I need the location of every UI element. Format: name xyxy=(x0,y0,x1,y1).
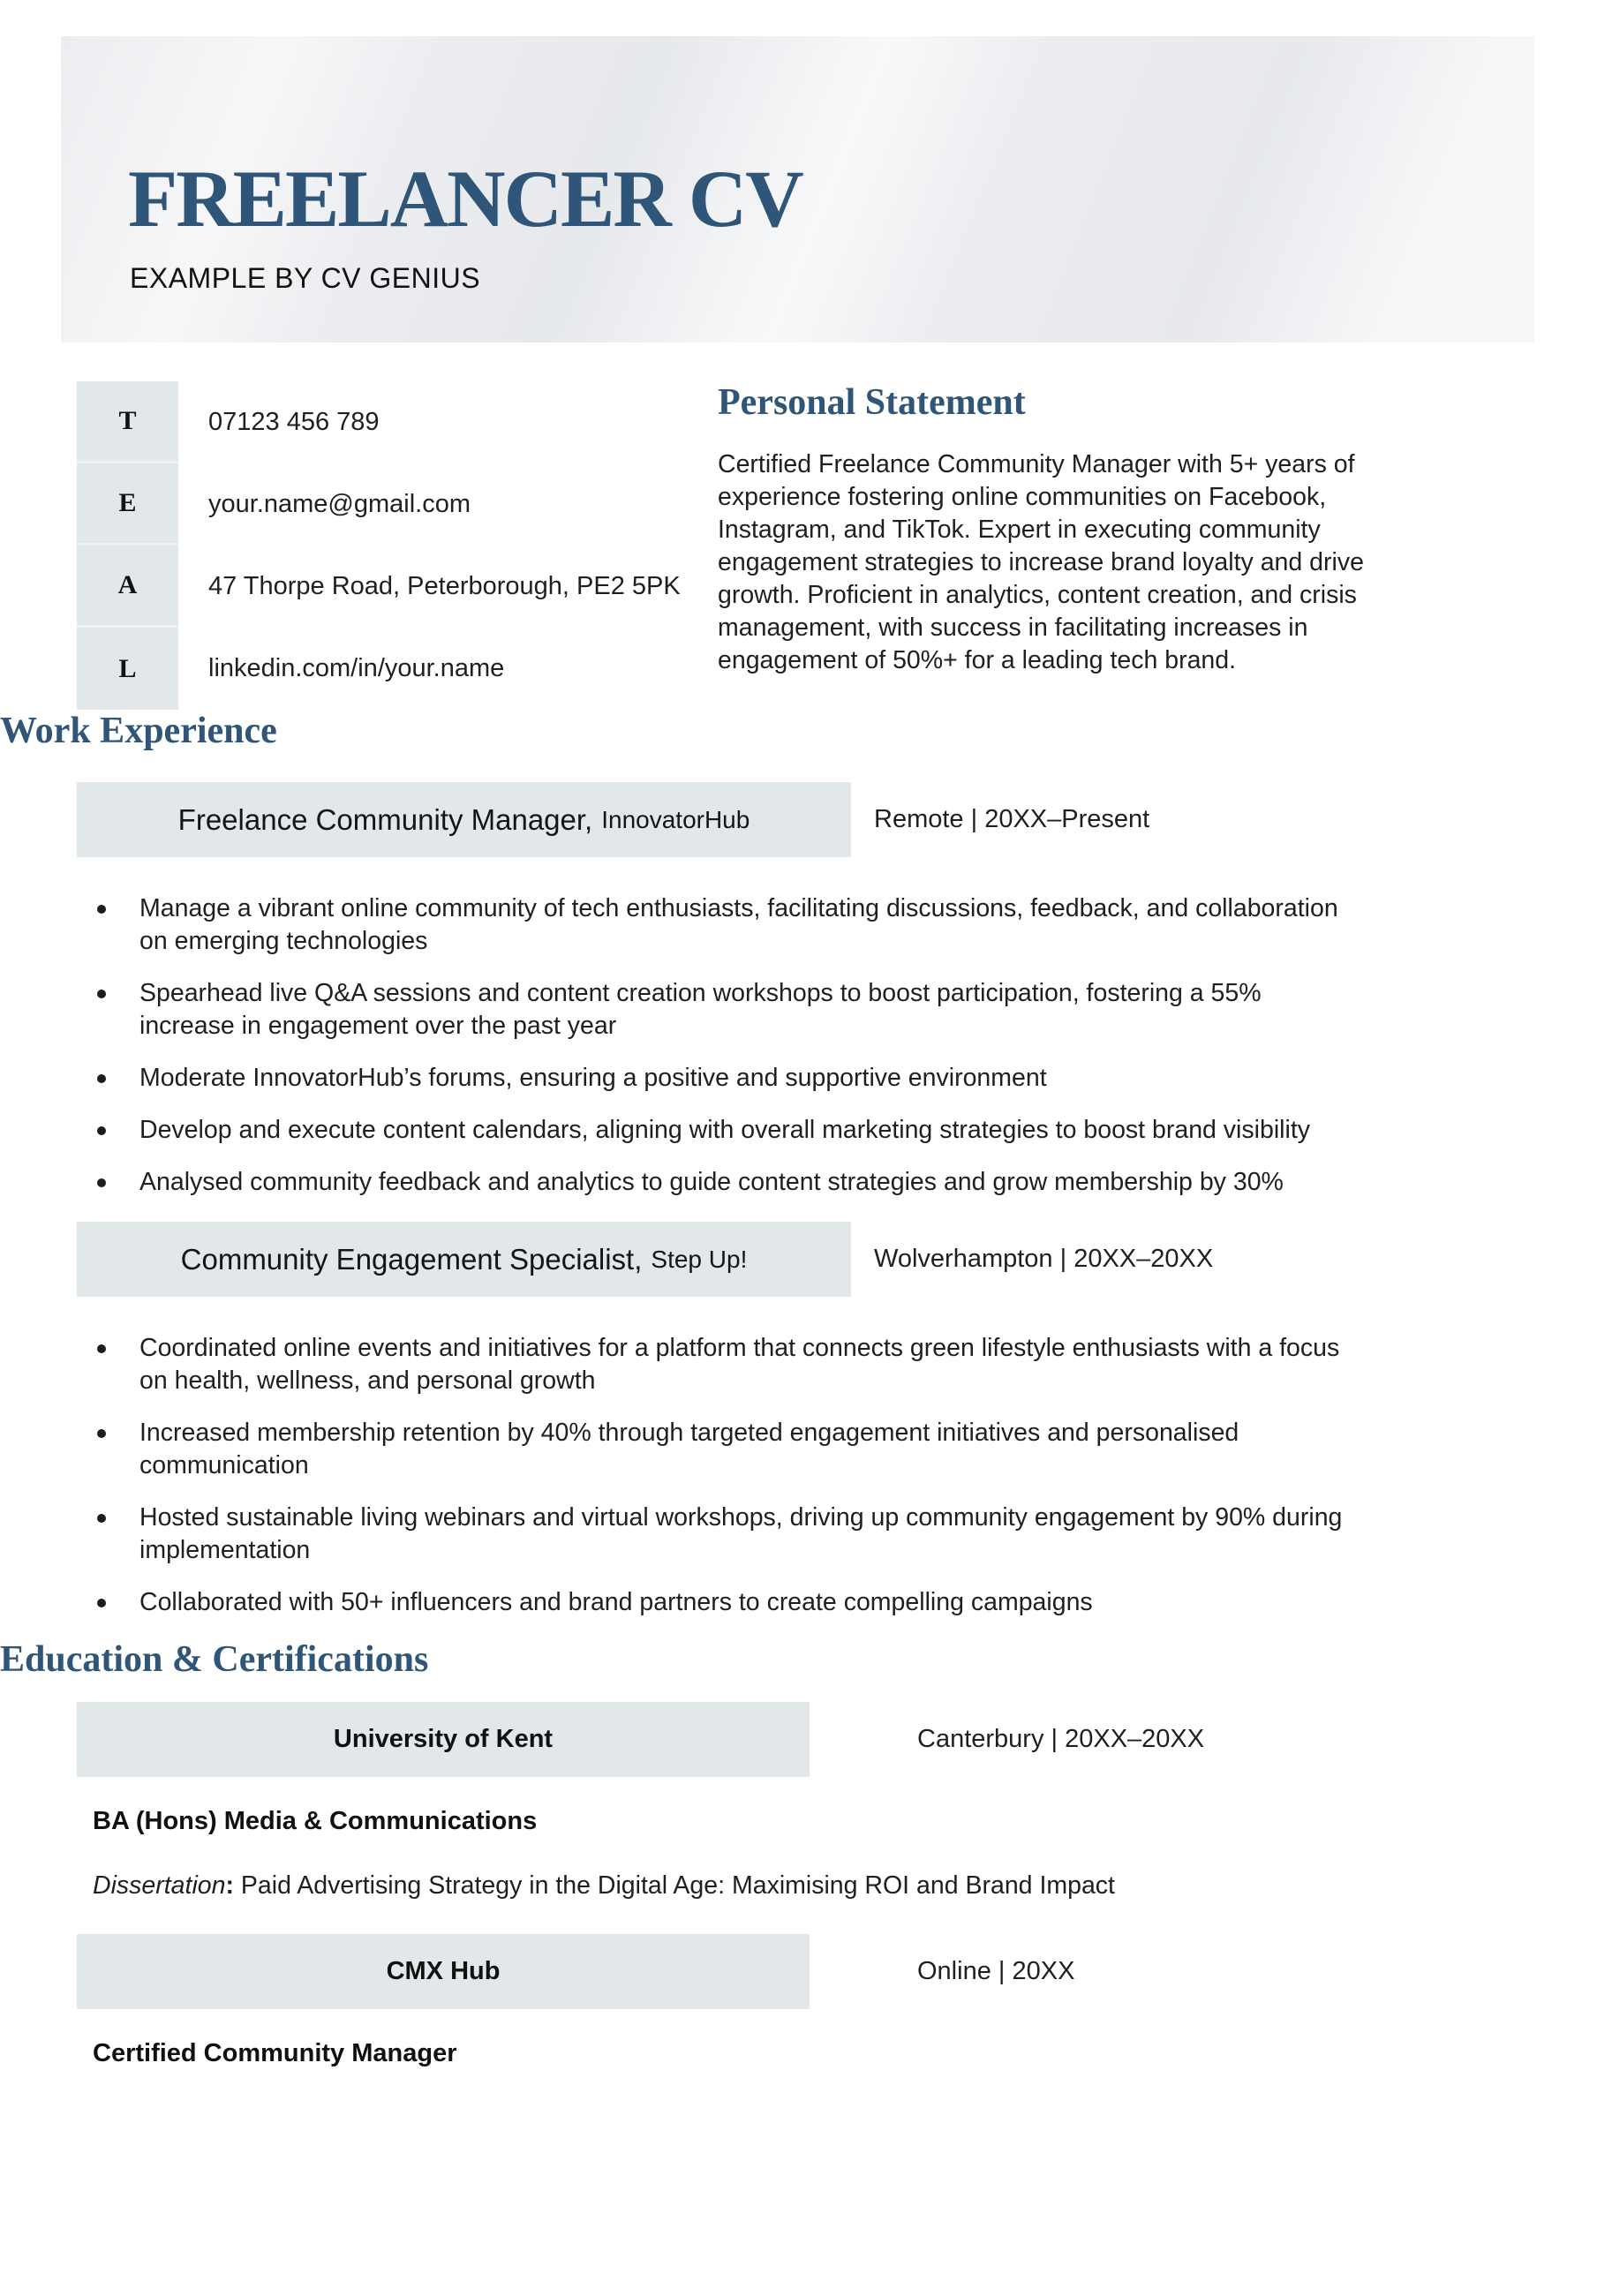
job-bullet-text: Coordinated online events and initiatives for a platform that connects green lifestyle enthusiasts with a focus on health, wellness, and personal growth xyxy=(139,1334,1340,1395)
personal-statement-text: Certified Freelance Community Manager with 5+ years of experience fostering online communities on Facebook, Instagram, and TikTok. Expert in executing community engagement strategies to increase brand loyalty and drive growth. Proficient in analytics, content creation, and crisis management, with success in facilitating increases in engagement of 50%+ for a leading tech brand. xyxy=(718,450,1364,674)
job-bullet-text: Hosted sustainable living webinars and virtual workshops, driving up community engagement by 90% during implementation xyxy=(139,1503,1343,1564)
education-header-university-of-kent xyxy=(77,1702,1597,1777)
cv-document-page xyxy=(0,36,1597,2296)
education-dissertation xyxy=(93,1870,1597,1902)
contact-row-address xyxy=(77,546,718,628)
job-bullet xyxy=(88,1332,1351,1397)
education-heading: Education & Certifications xyxy=(0,1639,429,1680)
job-bullet-text: Manage a vibrant online community of tech enthusiasts, facilitating discussions, feedback, and collaboration on emerging technologies xyxy=(139,894,1338,955)
education-org-box: CMX Hub xyxy=(77,1934,810,2009)
job-bullet-text: Spearhead live Q&A sessions and content creation workshops to boost participation, fostering a 55% increase in engagement over the past year xyxy=(139,979,1262,1040)
education-location-dates: Online | 20XX xyxy=(917,1957,1075,1985)
education-location-dates: Canterbury | 20XX–20XX xyxy=(917,1725,1205,1753)
contact-value-phone: 07123 456 789 xyxy=(208,408,380,436)
bullet-dot-icon xyxy=(97,1178,106,1187)
job-bullet-text: Analysed community feedback and analytics to guide content strategies and grow membership by 30% xyxy=(139,1168,1284,1196)
contact-key-linkedin: L xyxy=(77,628,178,710)
contact-value-linkedin: linkedin.com/in/your.name xyxy=(208,654,505,682)
job-header-freelance-community-manager xyxy=(77,782,1597,857)
bullet-dot-icon xyxy=(97,1599,106,1607)
job-bullet xyxy=(88,892,1351,958)
job-bullet xyxy=(88,1062,1351,1095)
job-title: Community Engagement Specialist, xyxy=(180,1242,643,1276)
header-banner xyxy=(61,36,1534,343)
contact-block xyxy=(77,381,718,710)
job-location-dates: Remote | 20XX–Present xyxy=(874,805,1150,833)
education-org-box: University of Kent xyxy=(77,1702,810,1777)
contact-statement-row xyxy=(77,381,1511,710)
job-bullet-text: Moderate InnovatorHub’s forums, ensuring a positive and supportive environment xyxy=(139,1064,1047,1092)
job-bullet xyxy=(88,1417,1351,1482)
contact-key-telephone: T xyxy=(77,381,178,463)
bullet-dot-icon xyxy=(97,1429,106,1438)
bullet-dot-icon xyxy=(97,1074,106,1083)
job-bullet-text: Collaborated with 50+ influencers and brand partners to create compelling campaigns xyxy=(139,1588,1093,1616)
education-credential: Certified Community Manager xyxy=(93,2039,457,2067)
job-title-box xyxy=(77,782,851,857)
education-degree: BA (Hons) Media & Communications xyxy=(93,1807,538,1835)
page-subtitle: EXAMPLE BY CV GENIUS xyxy=(130,262,481,294)
job-bullet xyxy=(88,1586,1351,1619)
bullet-dot-icon xyxy=(97,990,106,998)
job-bullet xyxy=(88,1114,1351,1147)
bullet-dot-icon xyxy=(97,1344,106,1353)
job-company: Step Up! xyxy=(651,1245,748,1273)
contact-key-address: A xyxy=(77,546,178,628)
work-experience-heading: Work Experience xyxy=(0,711,277,751)
job-location-dates: Wolverhampton | 20XX–20XX xyxy=(874,1245,1214,1273)
contact-row-phone xyxy=(77,381,718,463)
contact-row-linkedin xyxy=(77,628,718,710)
work-experience-section xyxy=(0,710,1597,1619)
education-certifications-section xyxy=(0,1638,1597,2070)
job-bullet-text: Increased membership retention by 40% through targeted engagement initiatives and personalised communication xyxy=(139,1419,1239,1479)
contact-value-address: 47 Thorpe Road, Peterborough, PE2 5PK xyxy=(208,572,681,600)
contact-value-email: your.name@gmail.com xyxy=(208,490,471,518)
contact-key-email: E xyxy=(77,463,178,546)
page-title: FREELANCER CV xyxy=(128,154,802,244)
job-company: InnovatorHub xyxy=(601,805,750,833)
job-bullet-list xyxy=(88,1332,1351,1619)
job-bullet xyxy=(88,977,1351,1043)
job-bullet xyxy=(88,1502,1351,1567)
dissertation-text: Paid Advertising Strategy in the Digital Age: Maximising ROI and Brand Impact xyxy=(233,1871,1115,1900)
personal-statement-heading: Personal Statement xyxy=(718,382,1026,423)
bullet-dot-icon xyxy=(97,1126,106,1135)
bullet-dot-icon xyxy=(97,1514,106,1523)
contact-row-email xyxy=(77,463,718,546)
bullet-dot-icon xyxy=(97,905,106,914)
job-title-box xyxy=(77,1222,851,1297)
job-bullet xyxy=(88,1166,1351,1199)
personal-statement-section xyxy=(718,381,1440,710)
job-bullet-list xyxy=(88,892,1351,1199)
job-bullet-text: Develop and execute content calendars, aligning with overall marketing strategies to boost brand visibility xyxy=(139,1116,1310,1144)
job-title: Freelance Community Manager, xyxy=(177,802,593,836)
dissertation-separator: : xyxy=(225,1871,234,1900)
education-header-cmx-hub xyxy=(77,1934,1597,2009)
dissertation-label: Dissertation xyxy=(93,1871,226,1900)
job-header-community-engagement-specialist xyxy=(77,1222,1597,1297)
